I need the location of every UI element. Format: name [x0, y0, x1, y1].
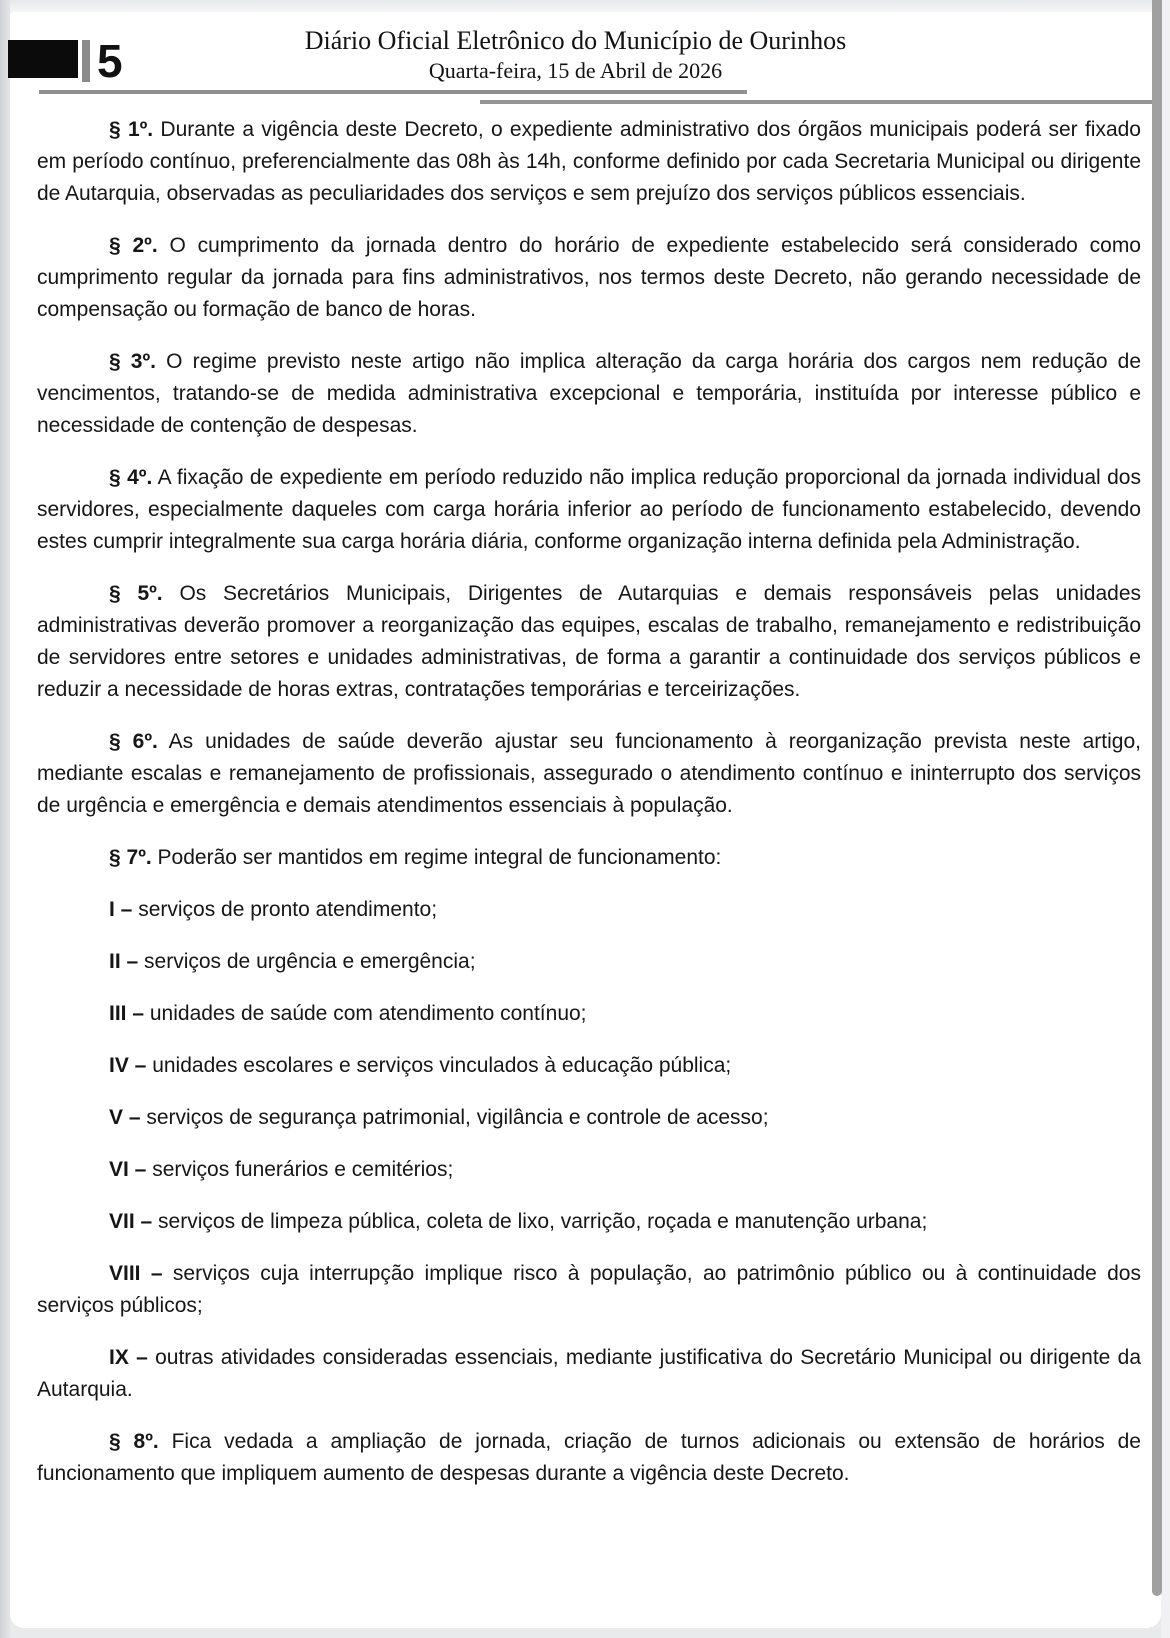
item-text: unidades de saúde com atendimento contínuo;	[149, 1002, 587, 1025]
decree-body	[37, 114, 1141, 1510]
paragraph-text: A fixação de expediente em período reduzido não implica redução proporcional da jornada individual dos servidores, especialmente daqueles com carga horária inferior ao período de funcionamento estabelecido, devendo estes cumprir integralmente sua carga horária diária, conforme organização interna definida pela Administração.	[37, 466, 1141, 553]
paragraph-s8	[37, 1426, 1141, 1490]
photo-edge-top	[0, 0, 1170, 12]
paragraph-text: Poderão ser mantidos em regime integral de funcionamento:	[157, 846, 722, 869]
photo-edge-right	[1161, 0, 1170, 1638]
item-text: serviços cuja interrupção implique risco à população, ao patrimônio público ou à continuidade dos serviços públicos;	[37, 1262, 1141, 1317]
item-viii	[37, 1258, 1141, 1322]
item-label: VIII –	[109, 1262, 163, 1285]
paragraph-label: § 2º.	[109, 234, 158, 257]
item-text: serviços de pronto atendimento;	[138, 898, 438, 921]
paragraph-label: § 3º.	[109, 350, 156, 373]
paragraph-s6	[37, 726, 1141, 822]
item-label: III –	[109, 1002, 145, 1025]
paragraph-label: § 1º.	[109, 118, 154, 141]
paragraph-s4	[37, 462, 1141, 558]
photo-edge-left	[0, 0, 10, 1638]
item-i	[37, 894, 1141, 926]
scrollbar-thumb[interactable]	[1152, 0, 1162, 1596]
paragraph-text: Os Secretários Municipais, Dirigentes de Autarquias e demais responsáveis pelas unidades administrativas deverão promover a reorganização das equipes, escalas de trabalho, remanejamento e redistribuição de servidores entre setores e unidades administrativas, de forma a garantir a continuidade dos serviços públicos e reduzir a necessidade de horas extras, contratações temporárias e terceirizações.	[37, 582, 1141, 701]
item-label: VII –	[109, 1210, 153, 1233]
item-iii	[37, 998, 1141, 1030]
item-label: II –	[109, 950, 139, 973]
item-text: unidades escolares e serviços vinculados à educação pública;	[152, 1054, 732, 1077]
item-text: serviços de segurança patrimonial, vigilância e controle de acesso;	[146, 1106, 769, 1129]
paragraph-label: § 5º.	[109, 582, 163, 605]
paragraph-text: As unidades de saúde deverão ajustar seu funcionamento à reorganização prevista neste artigo, mediante escalas e remanejamento de profissionais, assegurado o atendimento contínuo e ininterrupto dos serviços de urgência e emergência e demais atendimentos essenciais à população.	[37, 730, 1141, 817]
item-vi	[37, 1154, 1141, 1186]
item-iv	[37, 1050, 1141, 1082]
paragraph-s3	[37, 346, 1141, 442]
header-rule-left	[39, 90, 747, 94]
item-label: IX –	[109, 1346, 148, 1369]
gazette-title: Diário Oficial Eletrônico do Município de Ourinhos	[304, 26, 847, 55]
paragraph-text: O cumprimento da jornada dentro do horário de expediente estabelecido será considerado como cumprimento regular da jornada para fins administrativos, nos termos deste Decreto, não gerando necessidade de compensação ou formação de banco de horas.	[37, 234, 1141, 321]
item-label: I –	[109, 898, 133, 921]
item-ix	[37, 1342, 1141, 1406]
paragraph-label: § 4º.	[109, 466, 153, 489]
item-text: serviços de urgência e emergência;	[144, 950, 476, 973]
paragraph-label: § 7º.	[109, 846, 152, 869]
item-label: V –	[109, 1106, 141, 1129]
paragraph-text: Fica vedada a ampliação de jornada, criação de turnos adicionais ou extensão de horários de funcionamento que impliquem aumento de despesas durante a vigência deste Decreto.	[37, 1430, 1141, 1485]
paragraph-s7	[37, 842, 1141, 874]
paragraph-s2	[37, 230, 1141, 326]
paragraph-s5	[37, 578, 1141, 706]
item-ii	[37, 946, 1141, 978]
paragraph-label: § 6º.	[109, 730, 158, 753]
paragraph-text: Durante a vigência deste Decreto, o expediente administrativo dos órgãos municipais poderá ser fixado em período contínuo, preferencialmente das 08h às 14h, conforme definido por cada Secretaria Municipal ou dirigente de Autarquia, observadas as peculiaridades dos serviços e sem prejuízo dos serviços públicos essenciais.	[37, 118, 1141, 205]
paragraph-s1	[37, 114, 1141, 210]
paragraph-text: O regime previsto neste artigo não implica alteração da carga horária dos cargos nem redução de vencimentos, tratando-se de medida administrativa excepcional e temporária, instituída por interesse público e necessidade de contenção de despesas.	[37, 350, 1142, 437]
item-label: VI –	[109, 1158, 147, 1181]
item-v	[37, 1102, 1141, 1134]
gazette-page	[10, 12, 1161, 1628]
paragraph-label: § 8º.	[109, 1430, 159, 1453]
gazette-date: Quarta-feira, 15 de Abril de 2026	[428, 58, 723, 83]
item-text: serviços de limpeza pública, coleta de lixo, varrição, roçada e manutenção urbana;	[158, 1210, 928, 1233]
item-label: IV –	[109, 1054, 147, 1077]
item-text: outras atividades consideradas essenciais, mediante justificativa do Secretário Municipal ou dirigente da Autarquia.	[37, 1346, 1141, 1401]
page-number: 5	[97, 35, 122, 87]
header-rule-right	[480, 100, 1153, 104]
item-text: serviços funerários e cemitérios;	[152, 1158, 454, 1181]
item-vii	[37, 1206, 1141, 1238]
gazette-header	[10, 26, 1141, 84]
